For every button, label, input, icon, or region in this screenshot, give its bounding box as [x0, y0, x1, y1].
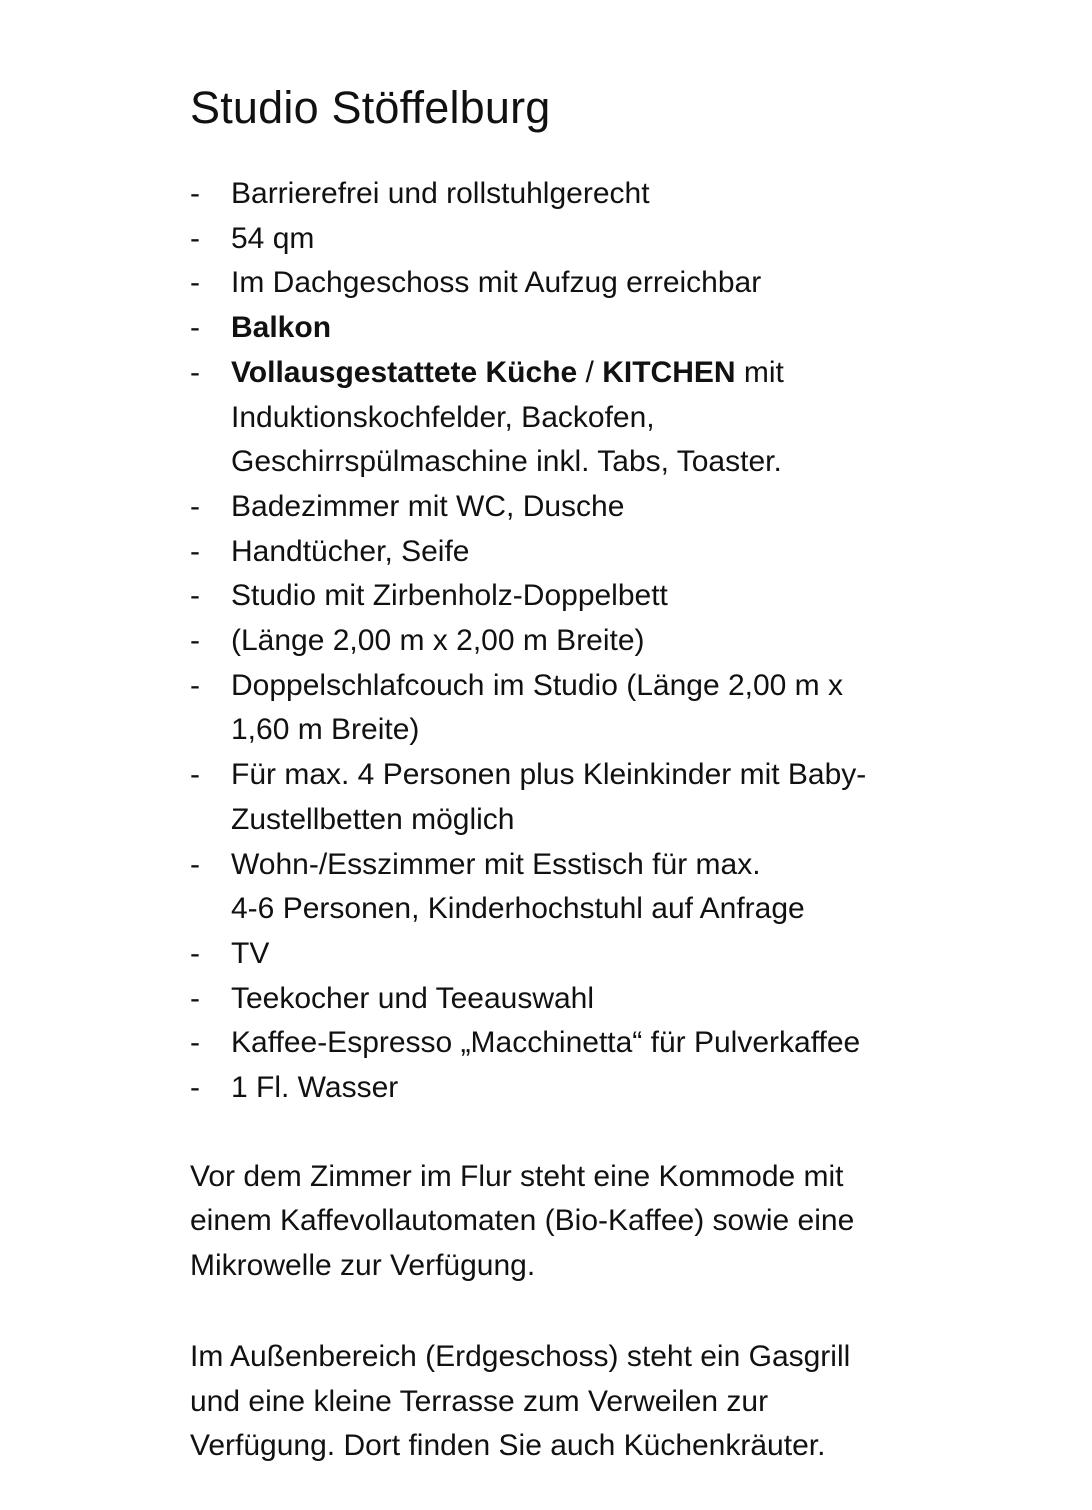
bullet-dash: - — [190, 668, 200, 702]
list-item — [190, 1066, 1010, 1111]
bullet-dash: - — [190, 311, 200, 345]
paragraph-line: Mikrowelle zur Verfügung. — [190, 1249, 536, 1283]
paragraph-line: Im Außenbereich (Erdgeschoss) steht ein Gasgrill — [190, 1339, 851, 1373]
bullet-dash: - — [190, 355, 200, 389]
bullet-dash: - — [190, 177, 200, 210]
kitchen-separator: / — [577, 355, 603, 389]
list-item — [190, 217, 1010, 262]
bullet-dash: - — [190, 981, 200, 1015]
list-item-text: 1 Fl. Wasser — [231, 1071, 399, 1105]
list-item-text: Teekocher und Teeauswahl — [231, 981, 595, 1015]
kitchen-bold-de: Vollausgestattete Küche — [231, 355, 578, 389]
list-item — [190, 485, 1010, 530]
list-item-text: Studio mit Zirbenholz-Doppelbett — [231, 579, 668, 613]
list-item-text: Wohn-/Esszimmer mit Esstisch für max. — [231, 847, 761, 881]
list-item-text: Induktionskochfelder, Backofen, — [231, 400, 655, 434]
list-item — [190, 932, 1010, 977]
list-item-text: Handtücher, Seife — [231, 534, 470, 568]
list-item-text: 1,60 m Breite) — [231, 713, 420, 747]
paragraph-outdoor — [190, 1335, 1010, 1469]
list-item — [190, 306, 1010, 351]
bullet-dash: - — [190, 489, 200, 523]
list-item — [190, 977, 1010, 1022]
kitchen-rest: mit — [735, 355, 784, 389]
bullet-dash: - — [190, 936, 200, 970]
paragraph-line: einem Kaffevollautomaten (Bio-Kaffee) sowie eine — [190, 1204, 855, 1238]
feature-list — [190, 172, 1010, 1111]
bullet-dash: - — [190, 1026, 200, 1060]
list-item-text: Im Dachgeschoss mit Aufzug erreichbar — [231, 266, 762, 300]
list-item-text: Geschirrspülmaschine inkl. Tabs, Toaster. — [231, 445, 782, 479]
list-item-text: 54 qm — [231, 221, 315, 255]
list-item — [190, 261, 1010, 306]
list-item — [190, 351, 1010, 485]
list-item-text: Zustellbetten möglich — [231, 802, 515, 836]
list-item-text: Barrierefrei und rollstuhlgerecht — [231, 177, 650, 210]
bullet-dash: - — [190, 579, 200, 613]
document-title: Studio Stöffelburg — [190, 82, 551, 133]
bullet-dash: - — [190, 266, 200, 300]
bullet-dash: - — [190, 221, 200, 255]
list-item-text: (Länge 2,00 m x 2,00 m Breite) — [231, 624, 645, 658]
paragraph-line: und eine kleine Terrasse zum Verweilen zur — [190, 1384, 769, 1418]
list-item — [190, 753, 1010, 842]
list-item — [190, 172, 1010, 217]
paragraph-line: Verfügung. Dort finden Sie auch Küchenkräuter. — [190, 1429, 826, 1463]
list-item-text: Doppelschlafcouch im Studio (Länge 2,00 m x — [231, 668, 844, 702]
list-item-text: Badezimmer mit WC, Dusche — [231, 489, 625, 523]
list-item — [190, 574, 1010, 619]
list-item-text: 4-6 Personen, Kinderhochstuhl auf Anfrage — [231, 892, 805, 926]
paragraph-line: Vor dem Zimmer im Flur steht eine Kommode mit — [190, 1159, 844, 1193]
list-item-text: Für max. 4 Personen plus Kleinkinder mit Baby- — [231, 758, 867, 792]
list-item — [190, 664, 1010, 753]
document-page — [190, 78, 1010, 1469]
list-item — [190, 530, 1010, 575]
list-item-text: TV — [231, 936, 270, 970]
kitchen-bold-en: KITCHEN — [602, 355, 736, 389]
paragraph-hallway — [190, 1155, 1010, 1289]
list-item-text: Kaffee-Espresso „Macchinetta“ für Pulverkaffee — [231, 1026, 861, 1060]
bullet-dash: - — [190, 1071, 200, 1105]
list-item — [190, 619, 1010, 664]
list-item — [190, 843, 1010, 932]
bullet-dash: - — [190, 534, 200, 568]
list-item-text — [231, 351, 1010, 396]
list-item-text-bold: Balkon — [231, 311, 332, 345]
bullet-dash: - — [190, 758, 200, 792]
bullet-dash: - — [190, 624, 200, 658]
bullet-dash: - — [190, 847, 200, 881]
list-item — [190, 1021, 1010, 1066]
